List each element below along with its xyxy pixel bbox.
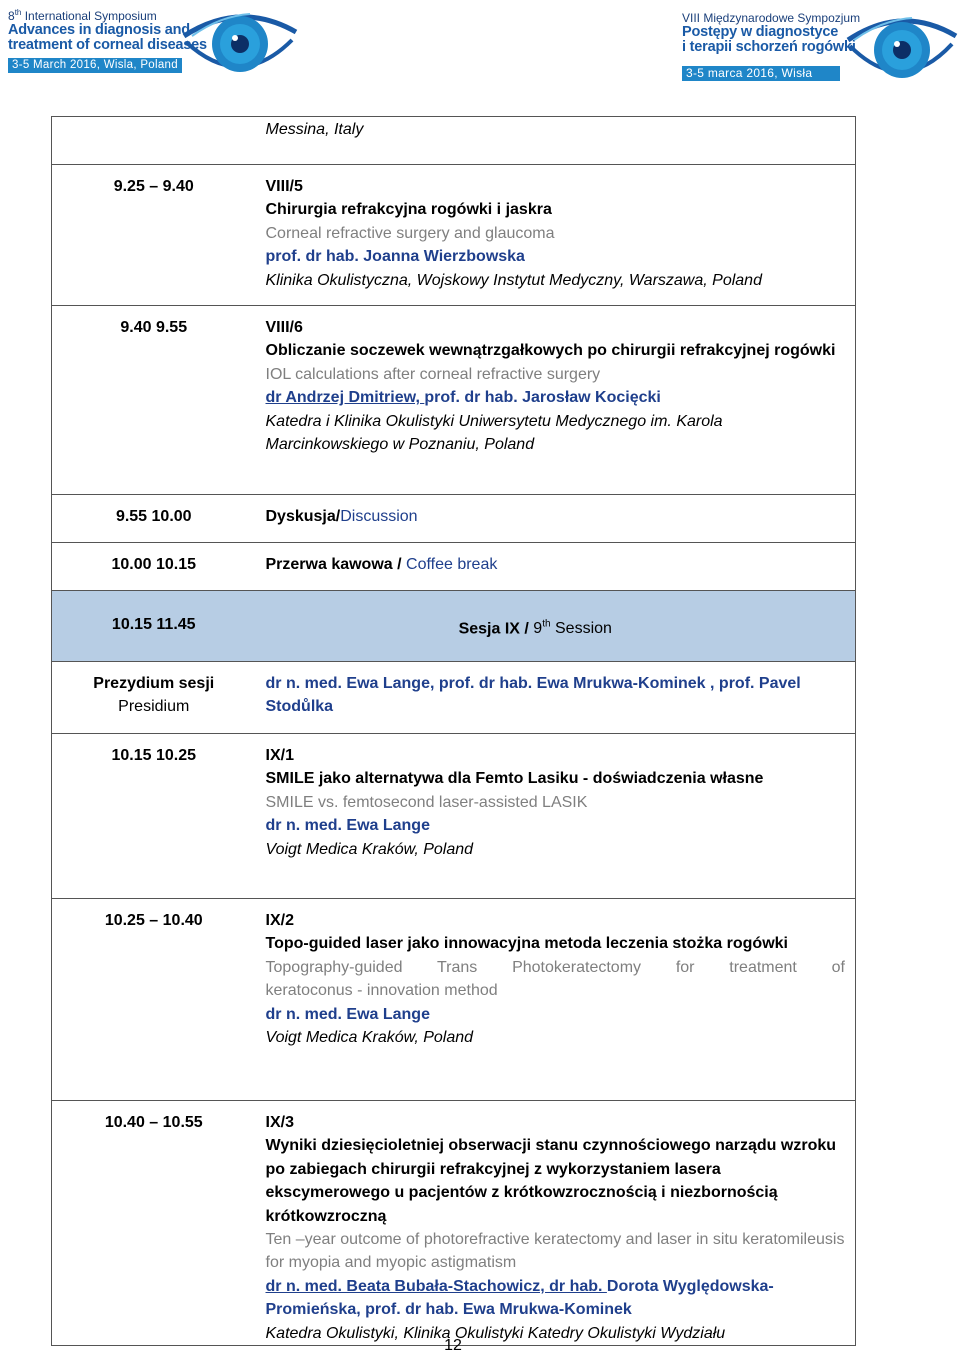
item-label-pl: Dyskusja/ xyxy=(265,508,341,525)
speaker-name: Joanna Wierzbowska xyxy=(358,248,525,266)
presidium-members: dr n. med. Ewa Lange, prof. dr hab. Ewa Mrukwa-Kominek , prof. Pavel Stodůlka xyxy=(265,675,801,716)
symposium-logo-polish xyxy=(682,4,956,84)
talk-title-en: IOL calculations after corneal refractive surgery xyxy=(265,365,601,383)
item-label-en: Discussion xyxy=(340,508,418,525)
program-table xyxy=(51,116,856,1346)
session-title-en: 9th Session xyxy=(533,619,612,638)
speaker-title: prof. dr hab. xyxy=(365,1301,459,1319)
time-cell: 9.25 – 9.40 xyxy=(52,165,256,306)
talk-code: IX/1 xyxy=(265,747,294,764)
time-cell: 10.25 – 10.40 xyxy=(52,899,256,1101)
speaker-name: Dorota Wyględowska-Promieńska, xyxy=(265,1277,774,1319)
speaker-name: dr n. med. Beata Bubała-Stachowicz, dr hab. xyxy=(265,1277,607,1295)
talk-title-pl: Chirurgia refrakcyjna rogówki i jaskra xyxy=(265,201,552,219)
logo-text-english: 8th International Symposium Advances in diagnosis and treatment of corneal diseases xyxy=(8,8,207,53)
speaker-name: Jarosław Kocięcki xyxy=(517,389,661,407)
table-row xyxy=(52,117,856,165)
table-row xyxy=(52,1101,856,1346)
content-cell xyxy=(256,306,856,495)
speaker-title: prof. dr hab. xyxy=(265,248,359,266)
eye-logo-icon xyxy=(180,6,298,80)
time-cell: 10.00 10.15 xyxy=(52,543,256,591)
table-row xyxy=(52,734,856,899)
talk-title-en: Ten –year outcome of photorefractive keratectomy and laser in situ keratomileusis for myopia and myopic astigmatism xyxy=(265,1231,845,1272)
speakers xyxy=(266,814,846,837)
session-header-row xyxy=(52,591,856,662)
page-number: 12 xyxy=(444,1337,462,1354)
presidium-label xyxy=(52,662,256,734)
content-cell xyxy=(256,899,856,1101)
talk-title-pl: Wyniki dziesięcioletniej obserwacji stanu czynnościowego narządu wzroku po zabiegach chirurgii refrakcyjnej z wykorzystaniem lasera ekscymerowego u pacjentów z krótkowzrocznością i niezbornością krótkowzroczną xyxy=(265,1137,837,1225)
table-row xyxy=(52,899,856,1101)
time-cell: 10.40 – 10.55 xyxy=(52,1101,256,1346)
speakers xyxy=(266,1003,846,1026)
eye-logo-icon xyxy=(844,10,958,86)
speaker-title: dr n. med. xyxy=(265,1005,342,1023)
table-row xyxy=(52,495,856,543)
time-cell: 9.55 10.00 xyxy=(52,495,256,543)
item-label-en: Coffee break xyxy=(406,556,498,573)
affiliation: Voigt Medica Kraków, Poland xyxy=(265,840,474,858)
presidium-label-pl: Prezydium sesji xyxy=(93,675,215,692)
presidium-label-en: Presidium xyxy=(118,698,190,716)
talk-title-en: Topography-guided Trans Photokeratectomy for treatment of keratoconus - innovation method xyxy=(265,958,845,1000)
content-cell xyxy=(256,662,856,734)
talk-title-en: SMILE vs. femtosecond laser-assisted LASIK xyxy=(265,793,588,811)
affiliation: Voigt Medica Kraków, Poland xyxy=(265,1029,474,1047)
time-cell xyxy=(52,117,256,165)
talk-title-pl: Topo-guided laser jako innowacyjna metoda leczenia stożka rogówki xyxy=(265,935,788,953)
speaker-name: Ewa Lange xyxy=(341,1005,430,1023)
logo-text-polish: VIII Międzynarodowe Sympozjum Postępy w diagnostyce i terapii schorzeń rogówki xyxy=(682,11,861,55)
talk-title-pl: SMILE jako alternatywa dla Femto Lasiku - doświadczenia własne xyxy=(265,770,764,788)
table-row xyxy=(52,306,856,495)
table-row xyxy=(52,543,856,591)
content-cell xyxy=(256,543,856,591)
speaker-title: dr n. med. xyxy=(265,817,342,835)
content-cell xyxy=(256,165,856,306)
table-row xyxy=(52,662,856,734)
speaker-name: Ewa Mrukwa-Kominek xyxy=(458,1301,632,1319)
time-cell: 10.15 10.25 xyxy=(52,734,256,899)
time-cell: 9.40 9.55 xyxy=(52,306,256,495)
content-cell xyxy=(256,495,856,543)
table-row xyxy=(52,165,856,306)
speakers xyxy=(266,1275,846,1322)
speakers xyxy=(266,245,846,268)
affiliation: Messina, Italy xyxy=(265,121,364,138)
item-label-pl: Przerwa kawowa / xyxy=(265,556,407,573)
content-cell xyxy=(256,1101,856,1346)
talk-code: IX/2 xyxy=(265,912,294,929)
affiliation: Klinika Okulistyczna, Wojskowy Instytut Medyczny, Warszawa, Poland xyxy=(265,271,762,289)
logo-date-bar: 3-5 marca 2016, Wisła xyxy=(682,66,840,81)
content-cell xyxy=(256,734,856,899)
content-cell xyxy=(256,117,856,165)
affiliation: Katedra i Klinika Okulistyki Uniwersytetu Medycznego im. Karola Marcinkowskiego w Poznaniu, Poland xyxy=(265,412,723,454)
talk-code: VIII/5 xyxy=(265,178,303,195)
session-title xyxy=(256,591,856,662)
talk-code: VIII/6 xyxy=(265,319,303,336)
symposium-logo-english xyxy=(8,4,290,84)
speaker-name: dr Andrzej Dmitriew, xyxy=(265,389,425,407)
speakers xyxy=(266,386,846,409)
time-cell: 10.15 11.45 xyxy=(52,591,256,662)
talk-title-pl: Obliczanie soczewek wewnątrzgałkowych po chirurgii refrakcyjnej rogówki xyxy=(265,342,836,360)
speaker-title: prof. dr hab. xyxy=(424,389,518,407)
speaker-name: Ewa Lange xyxy=(341,817,430,835)
talk-code: IX/3 xyxy=(265,1114,294,1131)
affiliation: Katedra Okulistyki, Klinika Okulistyki Katedry Okulistyki Wydziału xyxy=(265,1324,726,1342)
session-title-pl: Sesja IX / xyxy=(458,620,534,638)
talk-title-en: Corneal refractive surgery and glaucoma xyxy=(265,224,555,242)
logo-date-bar: 3-5 March 2016, Wisla, Poland xyxy=(8,58,182,73)
